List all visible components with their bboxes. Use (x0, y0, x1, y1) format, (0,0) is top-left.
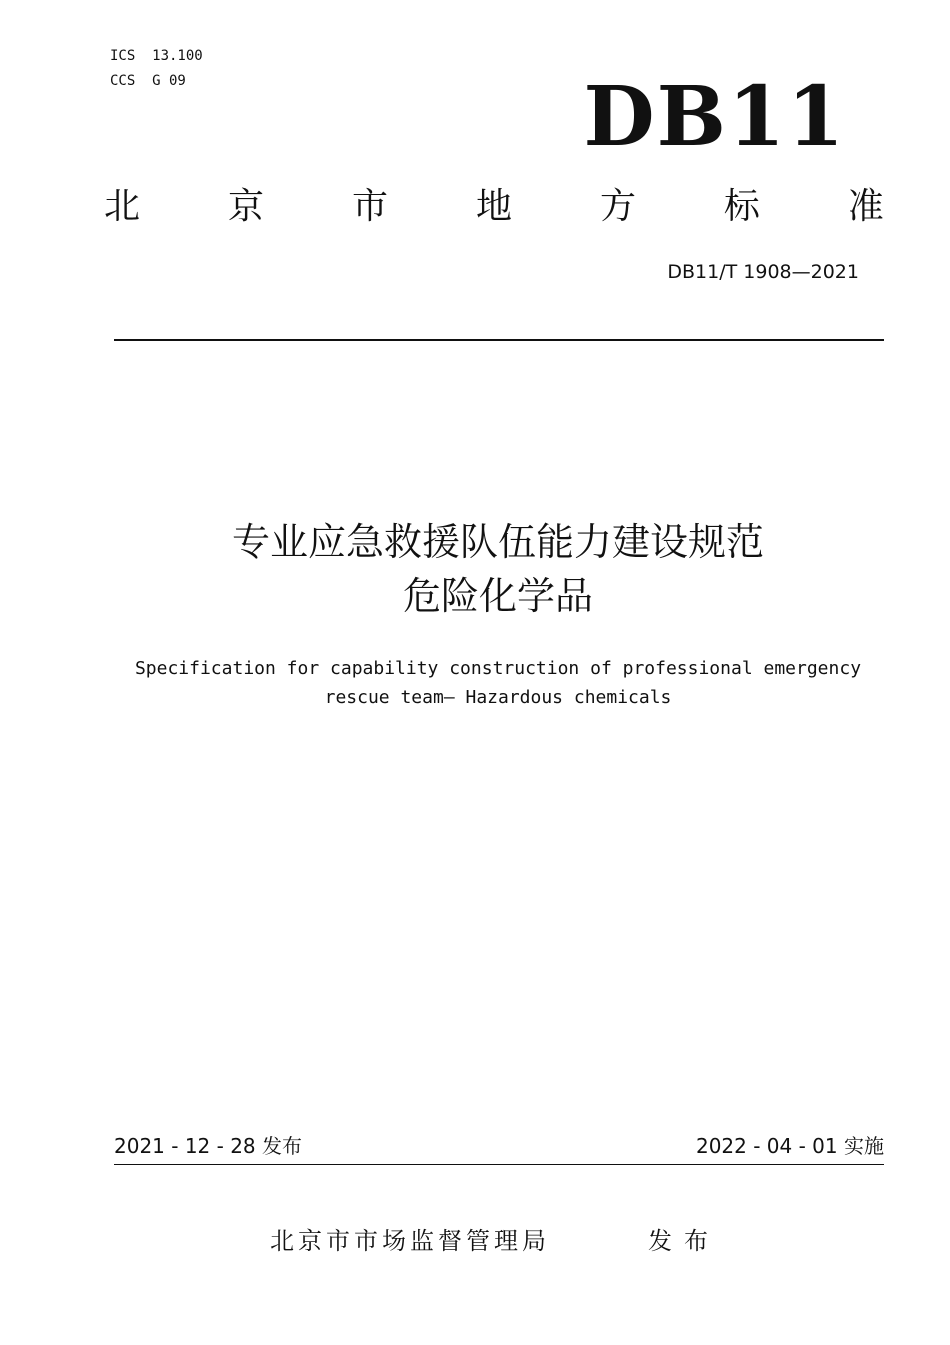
title-chinese-sub: 危险化学品 (402, 574, 593, 618)
standard-type-char: 京 (227, 186, 264, 227)
standard-type-char: 北 (104, 186, 141, 227)
publisher-name: 北京市市场监督管理局 (270, 1227, 550, 1255)
publish-label: 发布 (648, 1227, 720, 1255)
implementation-date: 2022 - 04 - 01 实施 (695, 1134, 884, 1158)
db11-logo: DB11 (583, 69, 846, 165)
standard-type-char: 准 (847, 186, 884, 227)
release-date: 2021 - 12 - 28 发布 (114, 1134, 303, 1158)
standard-type-char: 市 (351, 186, 388, 227)
title-chinese-main: 专业应急救援队伍能力建设规范 (231, 520, 764, 564)
standard-type-char: 地 (475, 186, 512, 227)
standard-type-char: 方 (599, 186, 636, 227)
header-divider (114, 339, 884, 341)
ics-code: ICS 13.100 (110, 48, 203, 64)
title-english-line1: Specification for capability construction of professional emergency (134, 658, 862, 679)
title-english-line2: rescue team— Hazardous chemicals (324, 687, 672, 708)
footer-divider (114, 1164, 884, 1165)
standard-type (104, 185, 884, 229)
ccs-code: CCS G 09 (110, 73, 186, 89)
standard-number: DB11/T 1908—2021 (667, 261, 859, 283)
standard-type-char: 标 (723, 186, 760, 227)
